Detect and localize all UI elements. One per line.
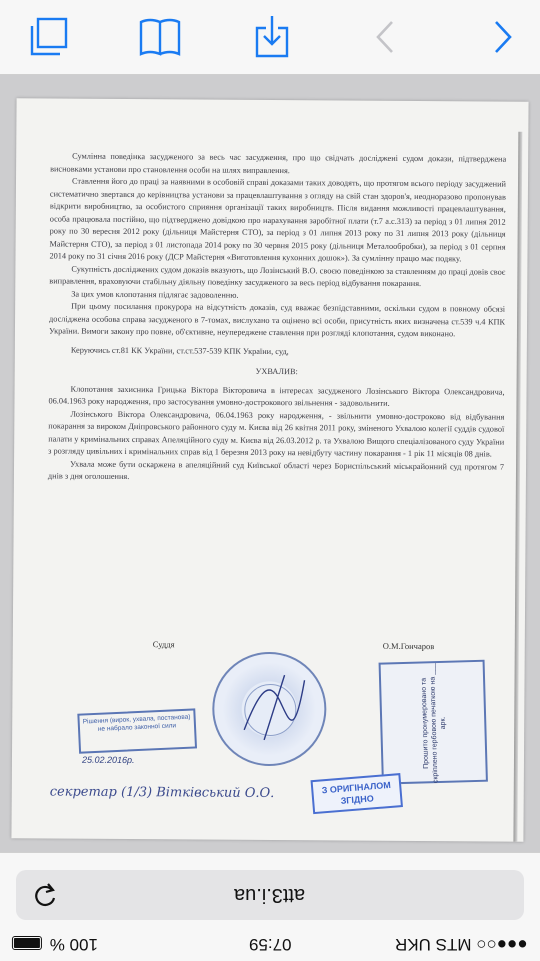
original-copy-stamp: З ОРИГІНАЛОМ ЗГІДНО — [311, 773, 403, 814]
stamp-date: 25.02.2016р. — [81, 754, 135, 766]
copy-icon[interactable] — [28, 16, 70, 63]
address-bar[interactable] — [16, 870, 524, 920]
document-body — [48, 150, 506, 486]
bottom-bar — [0, 852, 540, 961]
judge-label: Суддя — [152, 639, 175, 650]
doc-heading: УХВАЛИВ: — [255, 366, 298, 377]
browser-toolbar — [0, 0, 540, 75]
not-in-force-stamp: Рішення (вирок, ухвала, постанова) не набрало законної сили — [77, 708, 197, 753]
status-time: 07:59 — [248, 935, 292, 954]
doc-paragraph: Сукупність досліджених судом доказів вказують, що Лозінський В.О. своєю поведінкою за ставленням до праці довів своє виправлення, враховуючи стабільну діяльну поведінку засудженого за весь період відбування покарання. — [49, 264, 506, 289]
page-edge-shadow — [513, 132, 522, 842]
court-seal — [212, 652, 327, 767]
binding-stamp-text: Прошито пронумеровано та скріплено гербовою печаткою на ___ арк. — [420, 663, 447, 784]
share-icon[interactable] — [254, 14, 290, 63]
scanned-document-page — [11, 98, 528, 842]
reload-icon[interactable] — [32, 882, 58, 908]
battery-level: 100 % — [49, 935, 98, 954]
forward-icon[interactable] — [492, 20, 514, 59]
carrier-signal: ●●●○○ MTS UKR — [395, 935, 528, 954]
judge-signature-row — [152, 639, 453, 652]
secretary-handwritten-note: секретар (1/3) Вітківський О.О. — [49, 784, 275, 802]
bookmarks-icon[interactable] — [138, 16, 182, 63]
url-text: att3.i.ua — [234, 884, 306, 906]
back-icon[interactable] — [374, 20, 396, 59]
status-bar — [0, 930, 540, 960]
signature-scribble — [224, 660, 325, 761]
doc-paragraph: Сумлінна поведінка засудженого за весь час засудження, про що свідчать досліджені судом докази, підтверджена висновками установи про становлення особи на шлях виправлення. — [50, 151, 507, 175]
doc-paragraph: При цьому посилання прокурора на відсутність доказів, суд вважає безпідставними, оскільки судом в повному обсязі досліджена особова справа засудженого в 7-томах, вислухано та оцінено всі особи, присутність яких визначена ст.539 ч.4 КПК України. Вимоги закону про повне, об'єктивне, неупереджене ставлення при розгляді клопотання, судом виконано. — [48, 301, 506, 339]
binding-stamp — [379, 660, 488, 785]
doc-paragraph: Ставлення його до праці за наявними в особовій справі доказами таких доводять, що протягом всього періоду засуджений систематично звертався до керівництва установи за працевлаштування з огляду на свій стан здоров'я, неодноразово пропонував відкрити виробництво, за особистого сприяння організації таких виробництв. Після видання можливості працевлаштування, особа працювала постійно, що підтверджено довідкою про нарахування заробітної плати (т.7 а.с.313) за період з 01 липня 2012 року по 30 вересня 2012 року (дільниця Майстерня СТО), за період з 01 липня 2013 року по 31 липня 2013 року (дільниця Майстерня СТО), за період з 01 листопада 2014 року по 30 червня 2015 року (дільниця Металообробки), за період з 01 серпня 2014 року по 31 січня 2016 року (ДСР Майстерня «Виготовлення кухонних дошок»). За сумлінну працю має подяку. — [49, 176, 507, 264]
doc-paragraph: Ухвала може бути оскаржена в апеляційний суд Київської області через Бориспільський міськрайонний суд протягом 7 днів з дня оголошення. — [47, 459, 505, 482]
doc-paragraph: Клопотання захисника Грицька Віктора Вікторовича в інтересах засудженого Лозінського Віктора Олександровича, 06.04.1963 року народження, про застосування умовно-дострокового звільнення - задовольнити. — [48, 384, 505, 408]
doc-paragraph: За цих умов клопотання підлягає задоволенню. — [71, 289, 239, 300]
doc-paragraph: Керуючись ст.81 КК України, ст.ст.537-539 КПК України, суд, — [70, 345, 289, 356]
doc-paragraph: Лозінського Віктора Олександровича, 06.04.1963 року народження, - звільнити умовно-достроково від відбування покарання за вироком Дніпровського районного суду м. Києва від 26 квітня 2011 року, зміненого Ухвалою колегії суддів судової палати у кримінальних справах Апеляційного суду м. Києва від 26.03.2012 р. та Ухвалою Вищого спеціалізованого суду України з розгляду цивільних і кримінальних справ від 1 березня 2013 року на невідбуту частину покарання - 1 рік 11 місяців 08 днів. — [48, 409, 505, 459]
document-viewport[interactable] — [0, 75, 540, 852]
judge-name: О.М.Гончаров — [382, 640, 435, 652]
